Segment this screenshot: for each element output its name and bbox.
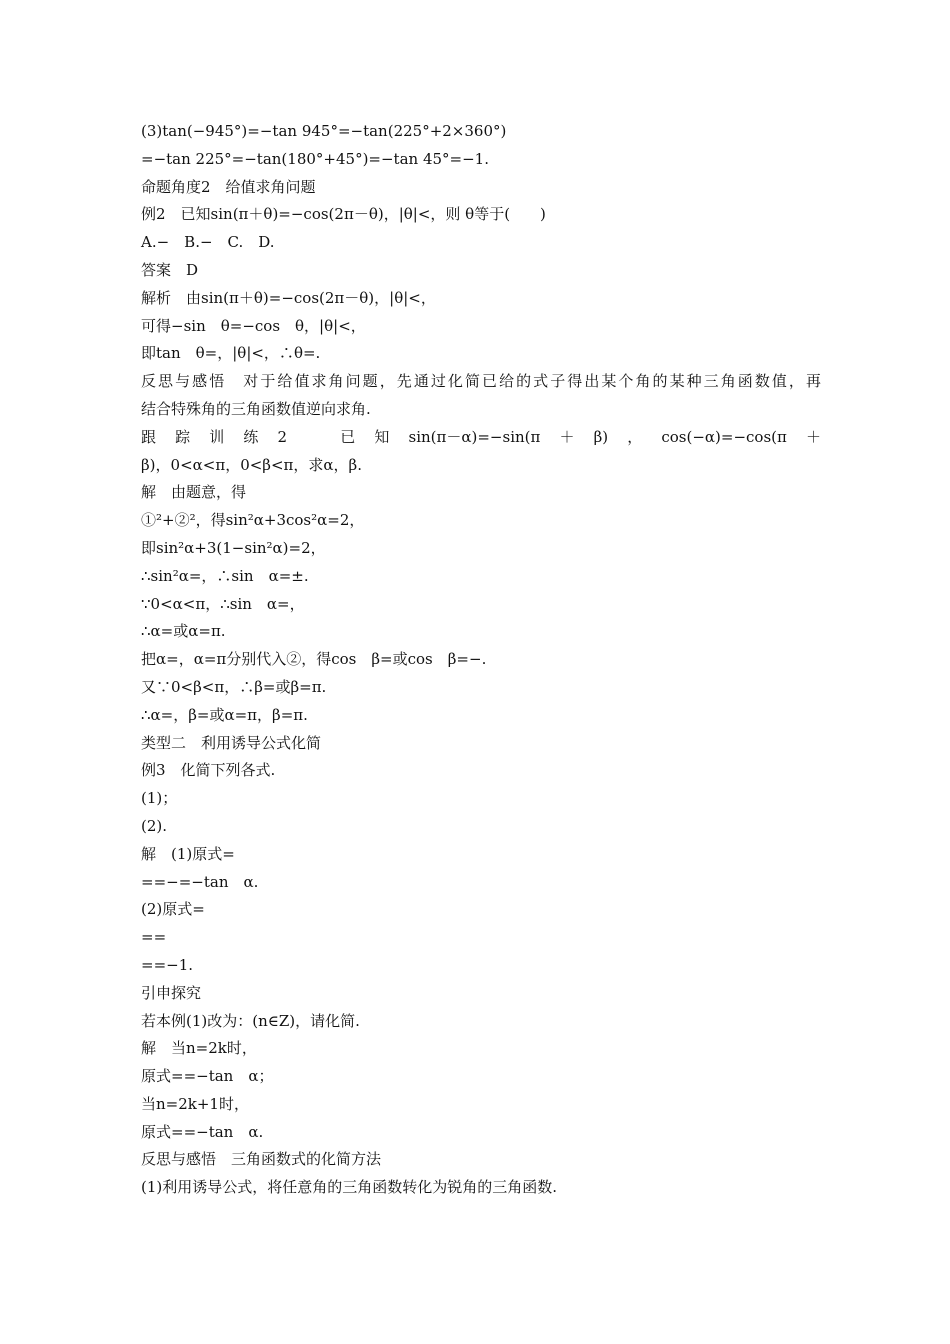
section-heading: 类型二 利用诱导公式化简 (141, 733, 322, 752)
answer-line: 答案 D (141, 260, 199, 279)
text-line: (1)利用诱导公式，将任意角的三角函数转化为锐角的三角函数. (141, 1178, 558, 1197)
example-question: 例3 化简下列各式. (141, 761, 276, 780)
text-line: ∵0<α<π，∴sin α=， (141, 594, 305, 613)
text-line: ∴α=或α=π. (141, 622, 226, 641)
text-line: 即sin²α+3(1−sin²α)=2， (141, 538, 326, 557)
section-heading: 引申探究 (141, 983, 202, 1002)
text-line: == (141, 928, 167, 947)
text-line: (3)tan(−945°)=−tan 945°=−tan(225°+2×360°) (141, 122, 507, 140)
text-line: 原式==−tan α； (141, 1067, 274, 1086)
text-line: 把α=，α=π分别代入②，得cos β=或cos β=−. (141, 650, 487, 669)
text-line: ∴sin²α=，∴sin α=±. (141, 566, 309, 585)
practice-question: 跟踪训练2 已知sin(π－α)=−sin(π＋β)，cos(−α)=−cos(π＋ (141, 427, 821, 446)
text-line: 即tan θ=，|θ|<，∴θ=. (141, 344, 321, 363)
text-line: (1)； (141, 789, 178, 808)
text-line: 结合特殊角的三角函数值逆向求角. (141, 399, 371, 418)
section-heading: 命题角度2 给值求角问题 (141, 177, 316, 196)
text-line: 解析 由sin(π＋θ)=−cos(2π－θ)，|θ|<， (141, 288, 436, 307)
answer-options: A.− B.− C. D. (141, 233, 275, 252)
reflection-line: 反思与感悟 三角函数式的化简方法 (141, 1150, 382, 1169)
reflection-line: 反思与感悟 对于给值求角问题，先通过化简已给的式子得出某个角的某种三角函数值，再 (141, 372, 821, 391)
text-line: ①²+②²，得sin²α+3cos²α=2， (141, 511, 365, 530)
text-line: 解 由题意，得 (141, 483, 247, 502)
text-line: 解 (1)原式= (141, 844, 235, 863)
text-line: 当n=2k+1时， (141, 1094, 249, 1113)
example-question: 例2 已知sin(π＋θ)=−cos(2π－θ)，|θ|<，则 θ等于( ) (141, 205, 546, 224)
text-line: ==−1. (141, 955, 194, 974)
text-line: 可得−sin θ=−cos θ，|θ|<， (141, 316, 366, 335)
text-line: β)，0<α<π，0<β<π，求α，β. (141, 455, 362, 474)
text-line: ∴α=，β=或α=π，β=π. (141, 705, 308, 724)
text-line: 若本例(1)改为：(n∈Z)，请化简. (141, 1011, 360, 1030)
text-line: (2)原式= (141, 900, 205, 919)
text-line: 又∵0<β<π，∴β=或β=π. (141, 677, 327, 696)
text-line: 解 当n=2k时， (141, 1039, 257, 1058)
document-body (141, 118, 821, 1202)
text-line: (2). (141, 816, 168, 835)
text-line: ==−=−tan α. (141, 872, 259, 891)
text-line: 原式==−tan α. (141, 1122, 264, 1141)
text-line: =−tan 225°=−tan(180°+45°)=−tan 45°=−1. (141, 149, 489, 168)
